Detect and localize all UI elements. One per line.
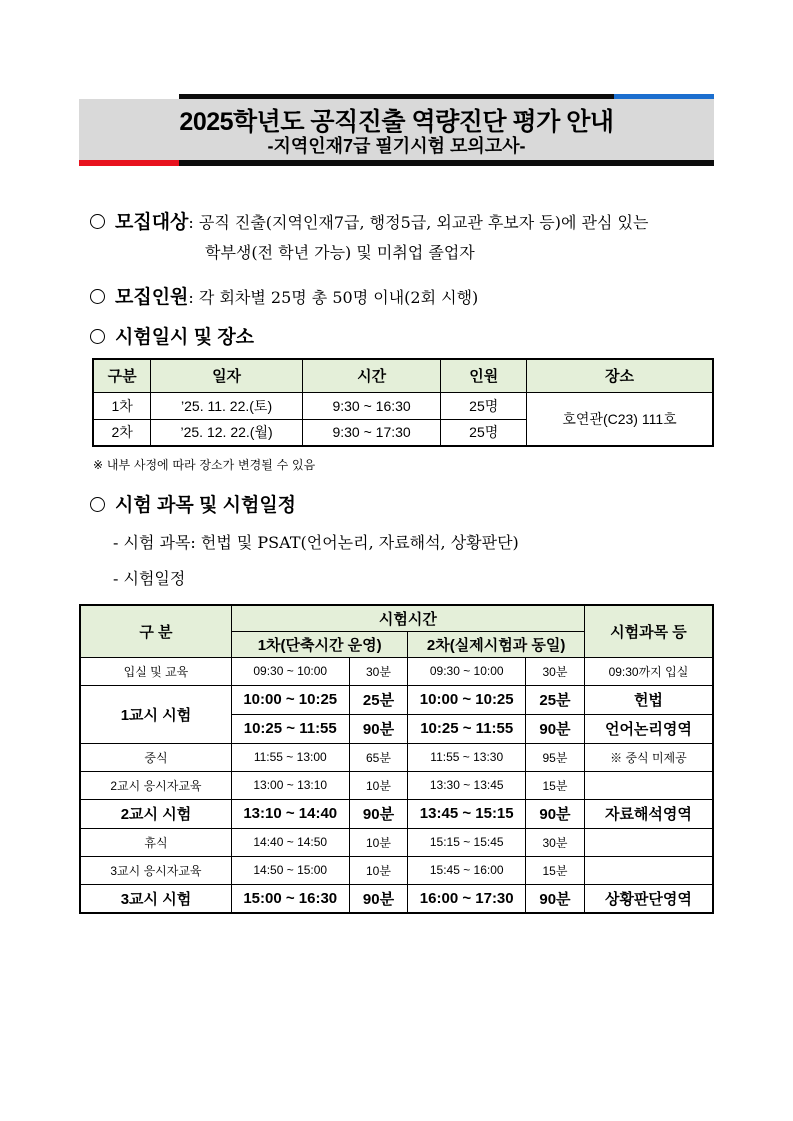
bullet-circle-icon	[90, 214, 105, 229]
date-cell: ’25. 12. 22.(월)	[151, 419, 302, 446]
exam-venue-table	[92, 358, 714, 447]
col-header: 장소	[527, 359, 713, 392]
table-row	[80, 685, 713, 714]
round2-duration-cell: 15분	[526, 771, 585, 799]
subjects-section	[90, 490, 296, 517]
col-header-category: 구 분	[80, 605, 231, 657]
round2-time-cell: 15:45 ~ 16:00	[408, 856, 526, 884]
table-header-row	[80, 605, 713, 631]
round2-time-cell: 10:00 ~ 10:25	[408, 685, 526, 714]
category-cell: 휴식	[80, 828, 231, 856]
table-row	[80, 799, 713, 828]
category-cell: 2교시 시험	[80, 799, 231, 828]
subject-cell	[584, 828, 713, 856]
round1-time-cell: 14:40 ~ 14:50	[231, 828, 349, 856]
round1-duration-cell: 90분	[349, 884, 408, 913]
category-cell: 중식	[80, 743, 231, 771]
col-header-time: 시험시간	[231, 605, 584, 631]
round-cell: 2차	[93, 419, 151, 446]
subject-cell: 09:30까지 입실	[584, 657, 713, 685]
bullet-circle-icon	[90, 289, 105, 304]
round1-duration-cell: 65분	[349, 743, 408, 771]
page-title: 2025학년도 공직진출 역량진단 평가 안내	[179, 108, 614, 136]
subject-cell	[584, 856, 713, 884]
round-cell: 1차	[93, 392, 151, 419]
table-header-row	[93, 359, 713, 392]
table-row	[80, 743, 713, 771]
col-header: 인원	[441, 359, 527, 392]
table-row	[80, 884, 713, 913]
round2-duration-cell: 30분	[526, 828, 585, 856]
col-header: 구분	[93, 359, 151, 392]
subject-cell: 언어논리영역	[584, 714, 713, 743]
round2-time-cell: 13:30 ~ 13:45	[408, 771, 526, 799]
recruit-count-section	[90, 282, 478, 309]
subjects-line: - 시험 과목: 헌법 및 PSAT(언어논리, 자료해석, 상황판단)	[113, 533, 519, 552]
venue-note: ※ 내부 사정에 따라 장소가 변경될 수 있음	[93, 458, 316, 472]
subject-cell: 자료해석영역	[584, 799, 713, 828]
people-cell: 25명	[441, 419, 527, 446]
round2-duration-cell: 95분	[526, 743, 585, 771]
date-cell: ’25. 11. 22.(토)	[151, 392, 302, 419]
table-row	[80, 856, 713, 884]
round1-duration-cell: 90분	[349, 714, 408, 743]
people-cell: 25명	[441, 392, 527, 419]
round1-time-cell: 09:30 ~ 10:00	[231, 657, 349, 685]
col-header-subject: 시험과목 등	[584, 605, 713, 657]
round2-time-cell: 13:45 ~ 15:15	[408, 799, 526, 828]
table-row	[80, 657, 713, 685]
schedule-line: - 시험일정	[113, 569, 186, 588]
round2-time-cell: 10:25 ~ 11:55	[408, 714, 526, 743]
place-cell: 호연관(C23) 111호	[527, 392, 713, 446]
bullet-circle-icon	[90, 497, 105, 512]
recruit-target-text-2: 학부생(전 학년 가능) 및 미취업 졸업자	[205, 243, 475, 262]
recruit-target-label: 모집대상	[115, 212, 189, 233]
page-subtitle: -지역인재7급 필기시험 모의고사-	[267, 136, 526, 156]
table-row	[93, 392, 713, 419]
recruit-target-text: : 공직 진출(지역인재7급, 행정5급, 외교관 후보자 등)에 관심 있는	[188, 213, 649, 232]
time-cell: 9:30 ~ 17:30	[302, 419, 441, 446]
table-row	[80, 771, 713, 799]
round1-duration-cell: 25분	[349, 685, 408, 714]
exam-venue-section	[90, 322, 254, 349]
round2-duration-cell: 25분	[526, 685, 585, 714]
subject-cell	[584, 771, 713, 799]
category-cell: 입실 및 교육	[80, 657, 231, 685]
recruit-count-label: 모집인원	[115, 287, 189, 308]
round1-time-cell: 10:25 ~ 11:55	[231, 714, 349, 743]
round2-duration-cell: 90분	[526, 714, 585, 743]
round2-duration-cell: 90분	[526, 799, 585, 828]
round2-time-cell: 15:15 ~ 15:45	[408, 828, 526, 856]
recruit-target-section	[90, 207, 648, 234]
subjects-heading: 시험 과목 및 시험일정	[115, 495, 297, 516]
recruit-count-text: : 각 회차별 25명 총 50명 이내(2회 시행)	[188, 288, 479, 307]
category-cell: 3교시 시험	[80, 884, 231, 913]
category-cell: 3교시 응시자교육	[80, 856, 231, 884]
round1-duration-cell: 10분	[349, 856, 408, 884]
category-cell: 1교시 시험	[80, 685, 231, 743]
banner-bottom-bar	[179, 160, 714, 166]
col-header: 시간	[302, 359, 441, 392]
round2-time-cell: 16:00 ~ 17:30	[408, 884, 526, 913]
bullet-circle-icon	[90, 329, 105, 344]
subject-cell: ※ 중식 미제공	[584, 743, 713, 771]
round1-duration-cell: 10분	[349, 771, 408, 799]
table-row	[80, 828, 713, 856]
banner-bottom-accent	[79, 160, 179, 166]
round1-duration-cell: 30분	[349, 657, 408, 685]
round1-time-cell: 11:55 ~ 13:00	[231, 743, 349, 771]
col-header-round2: 2차(실제시험과 동일)	[408, 631, 584, 657]
round2-duration-cell: 90분	[526, 884, 585, 913]
exam-schedule-table	[79, 604, 714, 914]
col-header: 일자	[151, 359, 302, 392]
round2-duration-cell: 15분	[526, 856, 585, 884]
round2-time-cell: 11:55 ~ 13:30	[408, 743, 526, 771]
round2-time-cell: 09:30 ~ 10:00	[408, 657, 526, 685]
round2-duration-cell: 30분	[526, 657, 585, 685]
round1-time-cell: 13:10 ~ 14:40	[231, 799, 349, 828]
round1-duration-cell: 90분	[349, 799, 408, 828]
time-cell: 9:30 ~ 16:30	[302, 392, 441, 419]
title-banner	[79, 94, 714, 166]
round1-time-cell: 14:50 ~ 15:00	[231, 856, 349, 884]
round1-time-cell: 13:00 ~ 13:10	[231, 771, 349, 799]
round1-duration-cell: 10분	[349, 828, 408, 856]
subject-cell: 헌법	[584, 685, 713, 714]
round1-time-cell: 15:00 ~ 16:30	[231, 884, 349, 913]
subject-cell: 상황판단영역	[584, 884, 713, 913]
category-cell: 2교시 응시자교육	[80, 771, 231, 799]
col-header-round1: 1차(단축시간 운영)	[231, 631, 407, 657]
round1-time-cell: 10:00 ~ 10:25	[231, 685, 349, 714]
exam-venue-heading: 시험일시 및 장소	[115, 327, 255, 348]
